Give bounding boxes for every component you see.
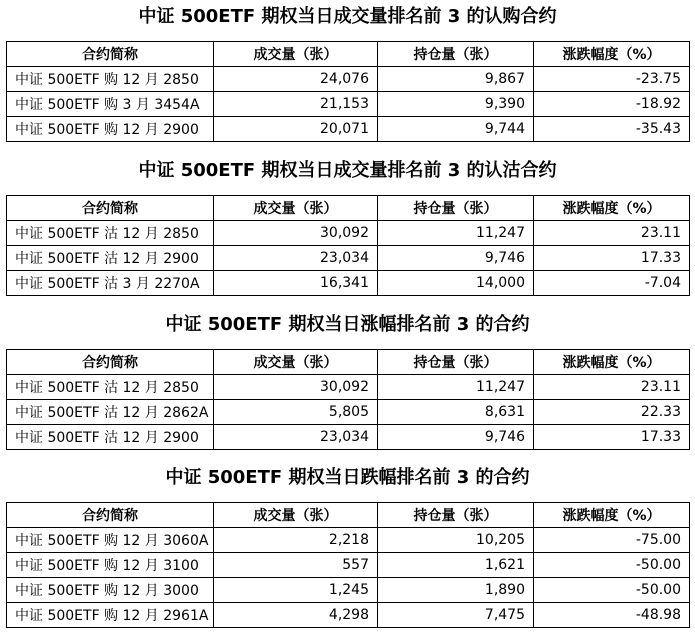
section-title: 中证 500ETF 期权当日成交量排名前 3 的认购合约 bbox=[138, 6, 557, 27]
cell-open-interest: 11,247 bbox=[378, 375, 534, 400]
cell-change-pct: -48.98 bbox=[534, 603, 690, 628]
table-row bbox=[7, 221, 690, 246]
table-row bbox=[7, 578, 690, 603]
cell-contract-name: 中证 500ETF 购 12 月 2900 bbox=[7, 117, 214, 142]
cell-volume: 2,218 bbox=[214, 528, 378, 553]
cell-volume: 24,076 bbox=[214, 67, 378, 92]
table-header-row bbox=[7, 42, 690, 67]
section-losers-top3 bbox=[0, 461, 695, 624]
cell-open-interest: 9,746 bbox=[378, 425, 534, 450]
cell-open-interest: 11,247 bbox=[378, 221, 534, 246]
cell-change-pct: -35.43 bbox=[534, 117, 690, 142]
cell-contract-name: 中证 500ETF 沽 12 月 2850 bbox=[7, 375, 214, 400]
cell-volume: 16,341 bbox=[214, 271, 378, 296]
cell-change-pct: -7.04 bbox=[534, 271, 690, 296]
cell-volume: 5,805 bbox=[214, 400, 378, 425]
cell-contract-name: 中证 500ETF 沽 12 月 2900 bbox=[7, 246, 214, 271]
cell-open-interest: 7,475 bbox=[378, 603, 534, 628]
header-change-pct: 涨跌幅度（%） bbox=[534, 503, 690, 528]
table-row bbox=[7, 246, 690, 271]
cell-volume: 20,071 bbox=[214, 117, 378, 142]
cell-contract-name: 中证 500ETF 沽 12 月 2850 bbox=[7, 221, 214, 246]
cell-change-pct: 22.33 bbox=[534, 400, 690, 425]
cell-change-pct: -50.00 bbox=[534, 578, 690, 603]
table-row bbox=[7, 375, 690, 400]
cell-open-interest: 8,631 bbox=[378, 400, 534, 425]
cell-change-pct: -50.00 bbox=[534, 553, 690, 578]
cell-change-pct: 23.11 bbox=[534, 221, 690, 246]
cell-change-pct: 17.33 bbox=[534, 425, 690, 450]
cell-volume: 4,298 bbox=[214, 603, 378, 628]
table-row bbox=[7, 117, 690, 142]
cell-open-interest: 9,390 bbox=[378, 92, 534, 117]
table-row bbox=[7, 603, 690, 628]
cell-volume: 23,034 bbox=[214, 246, 378, 271]
header-change-pct: 涨跌幅度（%） bbox=[534, 42, 690, 67]
cell-volume: 30,092 bbox=[214, 375, 378, 400]
header-volume: 成交量（张） bbox=[214, 196, 378, 221]
cell-open-interest: 14,000 bbox=[378, 271, 534, 296]
table-header-row bbox=[7, 503, 690, 528]
cell-contract-name: 中证 500ETF 购 3 月 3454A bbox=[7, 92, 214, 117]
cell-contract-name: 中证 500ETF 购 12 月 2850 bbox=[7, 67, 214, 92]
cell-open-interest: 10,205 bbox=[378, 528, 534, 553]
cell-volume: 1,245 bbox=[214, 578, 378, 603]
cell-change-pct: -23.75 bbox=[534, 67, 690, 92]
options-table bbox=[6, 502, 690, 628]
cell-change-pct: -18.92 bbox=[534, 92, 690, 117]
cell-contract-name: 中证 500ETF 购 12 月 2961A bbox=[7, 603, 214, 628]
section-call-volume-top3 bbox=[0, 0, 695, 138]
cell-contract-name: 中证 500ETF 沽 3 月 2270A bbox=[7, 271, 214, 296]
cell-open-interest: 9,744 bbox=[378, 117, 534, 142]
cell-open-interest: 9,746 bbox=[378, 246, 534, 271]
table-row bbox=[7, 67, 690, 92]
table-row bbox=[7, 553, 690, 578]
table-header-row bbox=[7, 350, 690, 375]
table-row bbox=[7, 425, 690, 450]
cell-change-pct: 23.11 bbox=[534, 375, 690, 400]
cell-open-interest: 1,621 bbox=[378, 553, 534, 578]
table-row bbox=[7, 271, 690, 296]
table-header-row bbox=[7, 196, 690, 221]
cell-volume: 23,034 bbox=[214, 425, 378, 450]
header-open-interest: 持仓量（张） bbox=[378, 350, 534, 375]
section-title: 中证 500ETF 期权当日跌幅排名前 3 的合约 bbox=[165, 467, 530, 488]
cell-contract-name: 中证 500ETF 沽 12 月 2862A bbox=[7, 400, 214, 425]
section-put-volume-top3 bbox=[0, 154, 695, 292]
header-contract-name: 合约简称 bbox=[7, 196, 214, 221]
cell-open-interest: 9,867 bbox=[378, 67, 534, 92]
header-volume: 成交量（张） bbox=[214, 503, 378, 528]
cell-contract-name: 中证 500ETF 购 12 月 3000 bbox=[7, 578, 214, 603]
cell-volume: 557 bbox=[214, 553, 378, 578]
header-contract-name: 合约简称 bbox=[7, 350, 214, 375]
header-volume: 成交量（张） bbox=[214, 42, 378, 67]
cell-volume: 30,092 bbox=[214, 221, 378, 246]
header-change-pct: 涨跌幅度（%） bbox=[534, 350, 690, 375]
header-contract-name: 合约简称 bbox=[7, 503, 214, 528]
options-table bbox=[6, 41, 690, 142]
cell-contract-name: 中证 500ETF 购 12 月 3100 bbox=[7, 553, 214, 578]
cell-change-pct: -75.00 bbox=[534, 528, 690, 553]
cell-contract-name: 中证 500ETF 购 12 月 3060A bbox=[7, 528, 214, 553]
options-table bbox=[6, 349, 690, 450]
header-open-interest: 持仓量（张） bbox=[378, 42, 534, 67]
options-table bbox=[6, 195, 690, 296]
section-gainers-top3 bbox=[0, 308, 695, 446]
header-change-pct: 涨跌幅度（%） bbox=[534, 196, 690, 221]
table-row bbox=[7, 528, 690, 553]
table-row bbox=[7, 92, 690, 117]
cell-change-pct: 17.33 bbox=[534, 246, 690, 271]
header-contract-name: 合约简称 bbox=[7, 42, 214, 67]
header-open-interest: 持仓量（张） bbox=[378, 503, 534, 528]
section-title: 中证 500ETF 期权当日成交量排名前 3 的认沽合约 bbox=[138, 160, 557, 181]
cell-contract-name: 中证 500ETF 沽 12 月 2900 bbox=[7, 425, 214, 450]
section-title: 中证 500ETF 期权当日涨幅排名前 3 的合约 bbox=[165, 314, 530, 335]
cell-volume: 21,153 bbox=[214, 92, 378, 117]
table-row bbox=[7, 400, 690, 425]
cell-open-interest: 1,890 bbox=[378, 578, 534, 603]
header-open-interest: 持仓量（张） bbox=[378, 196, 534, 221]
header-volume: 成交量（张） bbox=[214, 350, 378, 375]
